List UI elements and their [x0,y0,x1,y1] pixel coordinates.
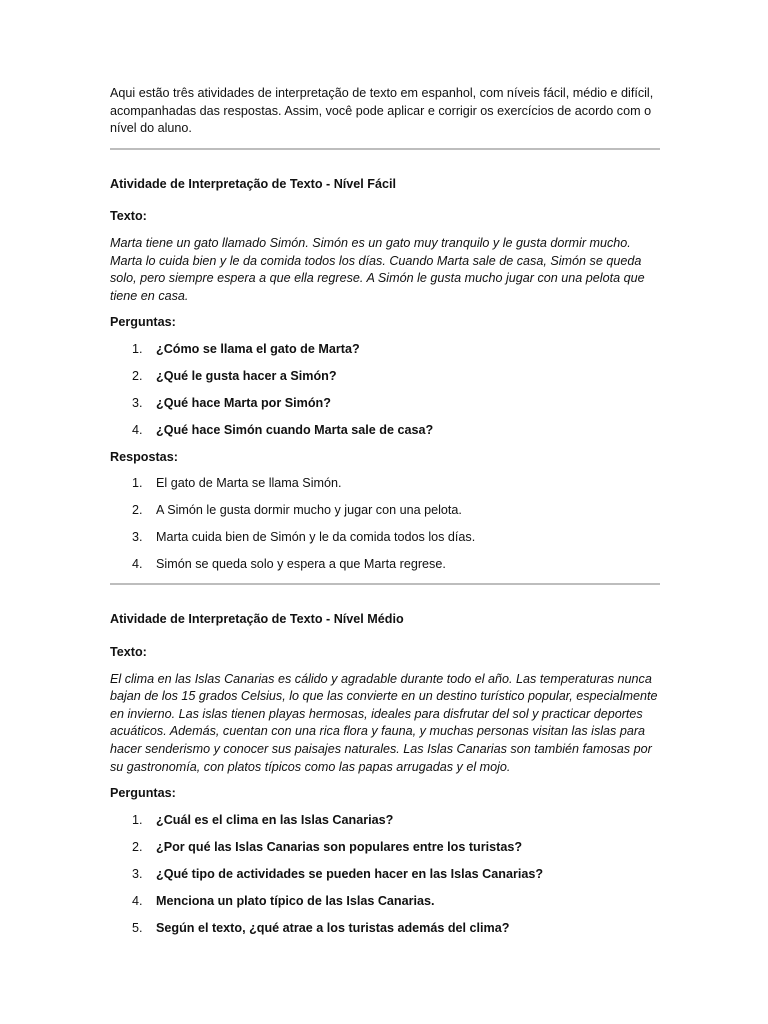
reading-text: Marta tiene un gato llamado Simón. Simón es un gato muy tranquilo y le gusta dormir mucho. Marta lo cuida bien y le da comida todos los días. Cuando Marta sale de casa, Simón se queda solo, pero siempre espera a que ella regrese. A Simón le gusta mucho jugar con una pelota que tiene en casa. [110,235,645,303]
reading-text: El clima en las Islas Canarias es cálido y agradable durante todo el año. Las temperaturas nunca bajan de los 15 grados Celsius, lo que las convierte en un destino turístico popular, especialmente en invierno. Las islas tienen playas hermosas, ideales para disfrutar del sol y practicar deportes acuáticos. Además, cuentan con una rica flora y fauna, y muchas personas visitan las islas para hacer senderismo y conocer sus paisajes naturales. Las Islas Canarias son también famosas por su gastronomía, con platos típicos como las papas arrugadas y el mojo. [110,671,658,774]
answer-text: Marta cuida bien de Simón y le da comida todos los días. [156,530,476,545]
section-divider [110,148,660,150]
section-medium [110,611,660,937]
question-text: Según el texto, ¿qué atrae a los turistas además del clima? [156,920,510,935]
questions-list [110,341,660,440]
question-text: ¿Qué tipo de actividades se pueden hacer en las Islas Canarias? [156,866,544,881]
text-label: Texto: [110,209,147,224]
list-item: 1. El gato de Marta se llama Simón. [132,476,342,491]
answer-text: El gato de Marta se llama Simón. [156,476,342,491]
answer-text: Simón se queda solo y espera a que Marta regrese. [156,557,446,572]
section-title: Atividade de Interpretação de Texto - Nível Fácil [110,176,397,191]
answers-list [110,475,660,574]
answers-label: Respostas: [110,449,178,464]
question-text: Menciona un plato típico de las Islas Canarias. [156,893,435,908]
section-title: Atividade de Interpretação de Texto - Nível Médio [110,612,404,627]
questions-list [110,812,660,938]
question-text: ¿Cómo se llama el gato de Marta? [156,341,360,356]
question-text: ¿Qué hace Marta por Simón? [156,395,331,410]
list-item: 4. Simón se queda solo y espera a que Marta regrese. [132,557,446,572]
questions-label: Perguntas: [110,786,176,801]
list-item: 4. ¿Qué hace Simón cuando Marta sale de casa? [132,422,434,437]
list-item: 2. A Simón le gusta dormir mucho y jugar con una pelota. [132,503,462,518]
document-content [110,85,660,947]
list-item: 1. ¿Cuál es el clima en las Islas Canarias? [132,812,394,827]
section-easy [110,176,660,574]
list-item: 3. ¿Qué tipo de actividades se pueden hacer en las Islas Canarias? [132,866,544,881]
list-item: 5. Según el texto, ¿qué atrae a los turistas además del clima? [132,920,510,935]
questions-label: Perguntas: [110,315,176,330]
list-item: 3. ¿Qué hace Marta por Simón? [132,395,331,410]
list-item: 2. ¿Qué le gusta hacer a Simón? [132,368,337,383]
list-item: 1. ¿Cómo se llama el gato de Marta? [132,341,360,356]
intro-paragraph: Aqui estão três atividades de interpretação de texto em espanhol, com níveis fácil, médio e difícil, acompanhadas das respostas. Assim, você pode aplicar e corrigir os exercícios de acordo com o nível do aluno. [110,86,654,136]
list-item: 2. ¿Por qué las Islas Canarias son populares entre los turistas? [132,839,523,854]
list-item: 3. Marta cuida bien de Simón y le da comida todos los días. [132,530,476,545]
list-item: 4. Menciona un plato típico de las Islas Canarias. [132,893,435,908]
question-text: ¿Qué le gusta hacer a Simón? [156,368,337,383]
section-divider [110,583,660,585]
answer-text: A Simón le gusta dormir mucho y jugar con una pelota. [156,503,462,518]
text-label: Texto: [110,645,147,659]
question-text: ¿Cuál es el clima en las Islas Canarias? [156,812,394,827]
question-text: ¿Qué hace Simón cuando Marta sale de casa? [156,422,434,437]
question-text: ¿Por qué las Islas Canarias son populares entre los turistas? [156,839,523,854]
